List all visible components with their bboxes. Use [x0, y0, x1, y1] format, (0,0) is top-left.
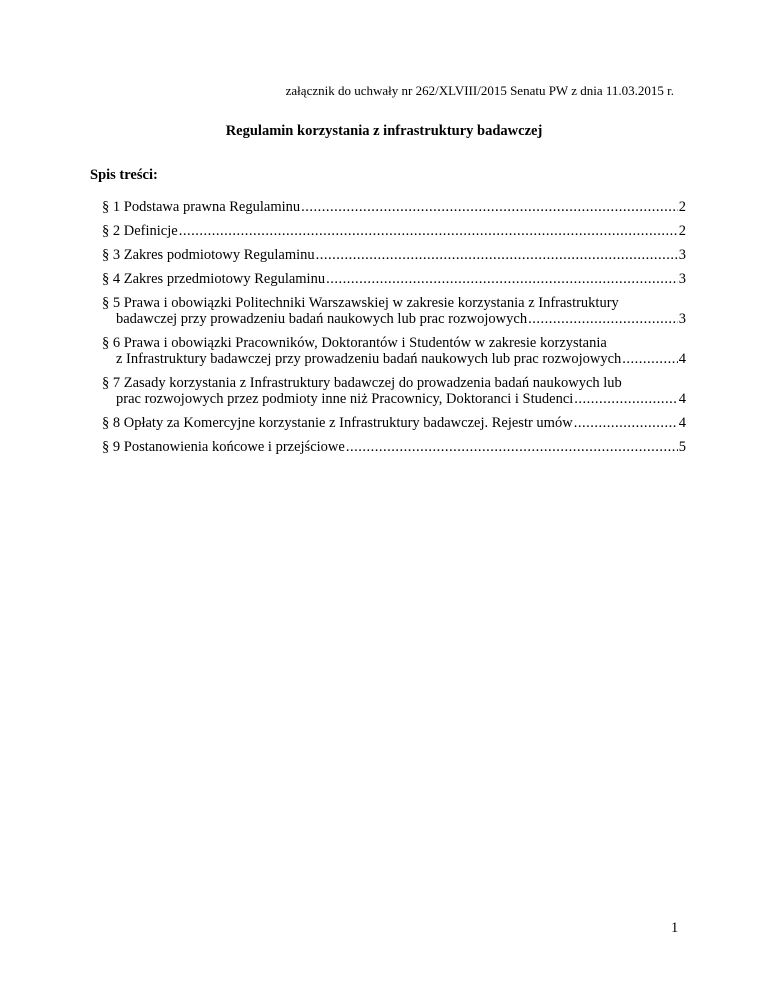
toc-line-continuation [102, 311, 686, 327]
toc-entry-6[interactable] [102, 335, 686, 367]
toc-entry-title-continuation: prac rozwojowych przez podmioty inne niż Pracownicy, Doktoranci i Studenci [116, 391, 574, 407]
toc-leader-dots [574, 391, 677, 407]
toc-entry-title: § 9 Postanowienia końcowe i przejściowe [102, 439, 345, 455]
toc-leader-dots [622, 351, 677, 367]
toc-leader-dots [574, 415, 678, 431]
toc-page-number: 4 [678, 351, 686, 367]
toc-leader-dots [301, 199, 678, 215]
toc-entry-7[interactable] [102, 375, 686, 407]
toc-page-number: 5 [678, 439, 686, 455]
toc-entry-4[interactable] [102, 271, 686, 287]
toc-page-number: 3 [678, 247, 686, 263]
toc-entry-title: § 6 Prawa i obowiązki Pracowników, Doktorantów i Studentów w zakresie korzystania [102, 335, 607, 351]
toc-leader-dots [179, 223, 678, 239]
toc-entry-title: § 4 Zakres przedmiotowy Regulaminu [102, 271, 326, 287]
toc-entry-5[interactable] [102, 295, 686, 327]
attachment-note: załącznik do uchwały nr 262/XLVIII/2015 Senatu PW z dnia 11.03.2015 r. [285, 83, 674, 98]
toc-line [102, 439, 686, 455]
toc-page-number: 4 [678, 391, 686, 407]
toc-line [102, 335, 686, 351]
toc-line [102, 295, 686, 311]
toc-entry-title: § 5 Prawa i obowiązki Politechniki Warszawskiej w zakresie korzystania z Infrastruktury [102, 295, 619, 311]
toc-entry-title: § 7 Zasady korzystania z Infrastruktury badawczej do prowadzenia badań naukowych lub [102, 375, 622, 391]
toc-line [102, 375, 686, 391]
toc-line [102, 223, 686, 239]
toc-page-number: 2 [678, 199, 686, 215]
toc-line [102, 199, 686, 215]
toc-entry-title-continuation: badawczej przy prowadzeniu badań naukowych lub prac rozwojowych [116, 311, 528, 327]
document-title: Regulamin korzystania z infrastruktury badawczej [225, 123, 543, 139]
toc-page-number: 4 [678, 415, 686, 431]
table-of-contents [102, 199, 686, 463]
toc-entry-8[interactable] [102, 415, 686, 431]
toc-entry-9[interactable] [102, 439, 686, 455]
toc-entry-2[interactable] [102, 223, 686, 239]
toc-entry-1[interactable] [102, 199, 686, 215]
toc-leader-dots [528, 311, 678, 327]
toc-line [102, 415, 686, 431]
toc-entry-title-continuation: z Infrastruktury badawczej przy prowadzeniu badań naukowych lub prac rozwojowych [116, 351, 622, 367]
toc-page-number: 3 [678, 311, 686, 327]
toc-entry-3[interactable] [102, 247, 686, 263]
toc-leader-dots [316, 247, 678, 263]
toc-entry-title: § 8 Opłaty za Komercyjne korzystanie z Infrastruktury badawczej. Rejestr umów [102, 415, 573, 431]
toc-line-continuation [102, 391, 686, 407]
toc-entry-title: § 3 Zakres podmiotowy Regulaminu [102, 247, 315, 263]
toc-line [102, 271, 686, 287]
toc-leader-dots [346, 439, 678, 455]
toc-page-number: 3 [678, 271, 686, 287]
toc-heading: Spis treści: [90, 167, 158, 183]
toc-leader-dots [326, 271, 678, 287]
toc-page-number: 2 [678, 223, 686, 239]
toc-entry-title: § 2 Definicje [102, 223, 178, 239]
toc-line [102, 247, 686, 263]
page-number: 1 [671, 920, 679, 936]
toc-line-continuation [102, 351, 686, 367]
toc-entry-title: § 1 Podstawa prawna Regulaminu [102, 199, 301, 215]
